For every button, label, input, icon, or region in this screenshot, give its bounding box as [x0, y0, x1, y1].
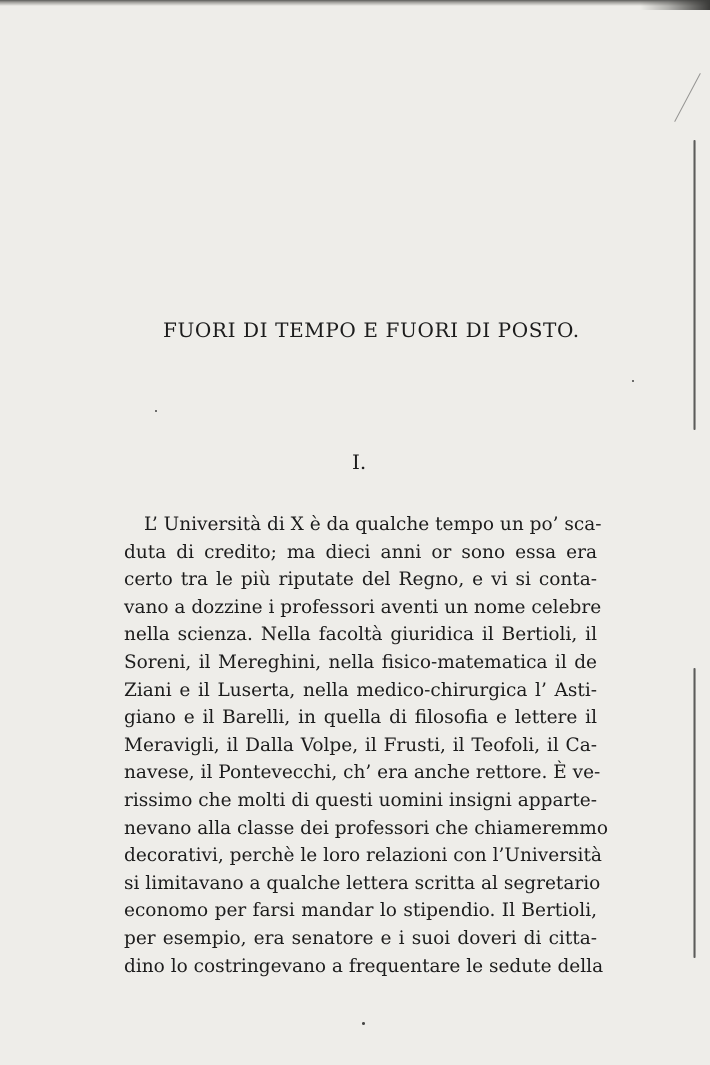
- page-corner-shadow: [640, 0, 710, 10]
- text-line: si limitavano a qualche lettera scritta al segretario: [124, 872, 601, 894]
- text-line: rissimo che molti di questi uomini insigni apparte-: [124, 789, 597, 811]
- ink-speck: [362, 1022, 365, 1025]
- text-line: Meravigli, il Dalla Volpe, il Frusti, il Teofoli, il Ca-: [124, 734, 597, 756]
- text-line: dino lo costringevano a frequentare le sedute della: [124, 955, 604, 977]
- text-line: Soreni, il Mereghini, nella fisico-matematica il de: [124, 651, 597, 673]
- text-line: certo tra le più riputate del Regno, e vi si conta-: [124, 569, 597, 591]
- ink-speck: [632, 380, 634, 382]
- chapter-title: FUORI DI TEMPO E FUORI DI POSTO.: [163, 318, 580, 342]
- text-line: giano e il Barelli, in quella di filosofia e lettere il: [124, 707, 597, 729]
- text-line: decorativi, perchè le loro relazioni con l’Università: [124, 845, 602, 867]
- text-line: per esempio, era senatore e i suoi doveri di citta-: [124, 927, 597, 949]
- text-line: Ziani e il Luserta, nella medico-chirurgica l’ Asti-: [124, 679, 597, 701]
- text-line: L’ Università di X è da qualche tempo un po’ sca-: [144, 514, 602, 535]
- text-line: economo per farsi mandar lo stipendio. Il Bertioli,: [124, 900, 597, 922]
- text-line: navese, il Pontevecchi, ch’ era anche rettore. È ve-: [124, 762, 601, 784]
- ink-speck: [155, 410, 157, 412]
- text-line: vano a dozzine i professori aventi un nome celebre: [124, 596, 602, 618]
- text-line: nella scienza. Nella facoltà giuridica il Bertioli, il: [124, 624, 597, 646]
- page-fold-crease: [674, 73, 701, 122]
- text-line: duta di credito; ma dieci anni or sono essa era: [124, 541, 597, 563]
- page-fold-mark-upper: [693, 140, 696, 430]
- body-paragraph: [124, 511, 608, 980]
- page-top-edge: [0, 0, 710, 6]
- page-fold-mark-lower: [693, 668, 696, 958]
- chapter-number: I.: [352, 450, 367, 474]
- text-line: nevano alla classe dei professori che chiameremmo: [124, 817, 608, 839]
